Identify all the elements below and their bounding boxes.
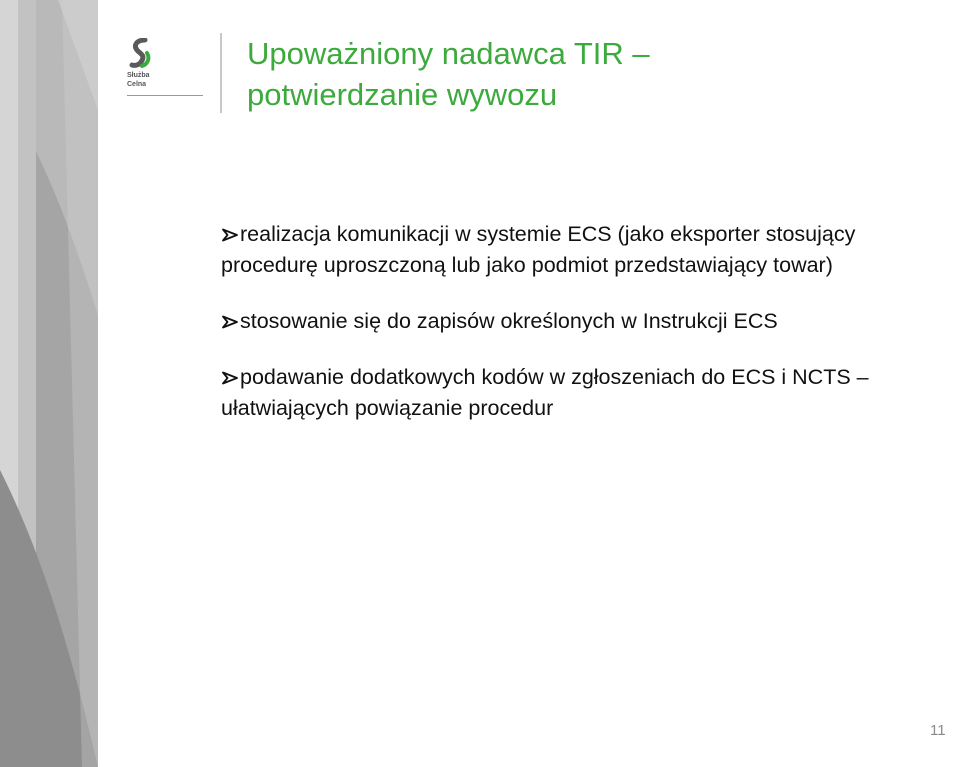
bullet-item	[221, 306, 911, 337]
bullet-text: stosowanie się do zapisów określonych w Instrukcji ECS	[240, 309, 778, 333]
title-divider	[220, 33, 222, 113]
page-title	[247, 33, 907, 115]
page-title-line1: Upoważniony nadawca TIR –	[247, 36, 650, 71]
arrow-right-icon	[221, 315, 239, 329]
logo-text	[127, 71, 150, 89]
left-decorative-band	[0, 0, 98, 767]
page-title-line2: potwierdzanie wywozu	[247, 77, 558, 112]
logo-underline	[127, 95, 203, 96]
bullet-item	[221, 362, 911, 424]
bullet-item	[221, 219, 911, 281]
customs-service-logo-icon	[125, 38, 159, 68]
logo-text-line1: Służba	[127, 72, 150, 79]
bullet-text: realizacja komunikacji w systemie ECS (jako eksporter stosujący procedurę uproszczoną lub jako podmiot przedstawiający towar)	[221, 222, 856, 277]
page-number: 11	[930, 722, 946, 739]
arrow-right-icon	[221, 371, 239, 385]
customs-service-logo	[125, 38, 205, 102]
bullet-list	[221, 219, 911, 424]
bullet-text: podawanie dodatkowych kodów w zgłoszeniach do ECS i NCTS – ułatwiających powiązanie procedur	[221, 365, 869, 420]
arrow-right-icon	[221, 228, 239, 242]
logo-text-line2: Celna	[127, 81, 147, 88]
